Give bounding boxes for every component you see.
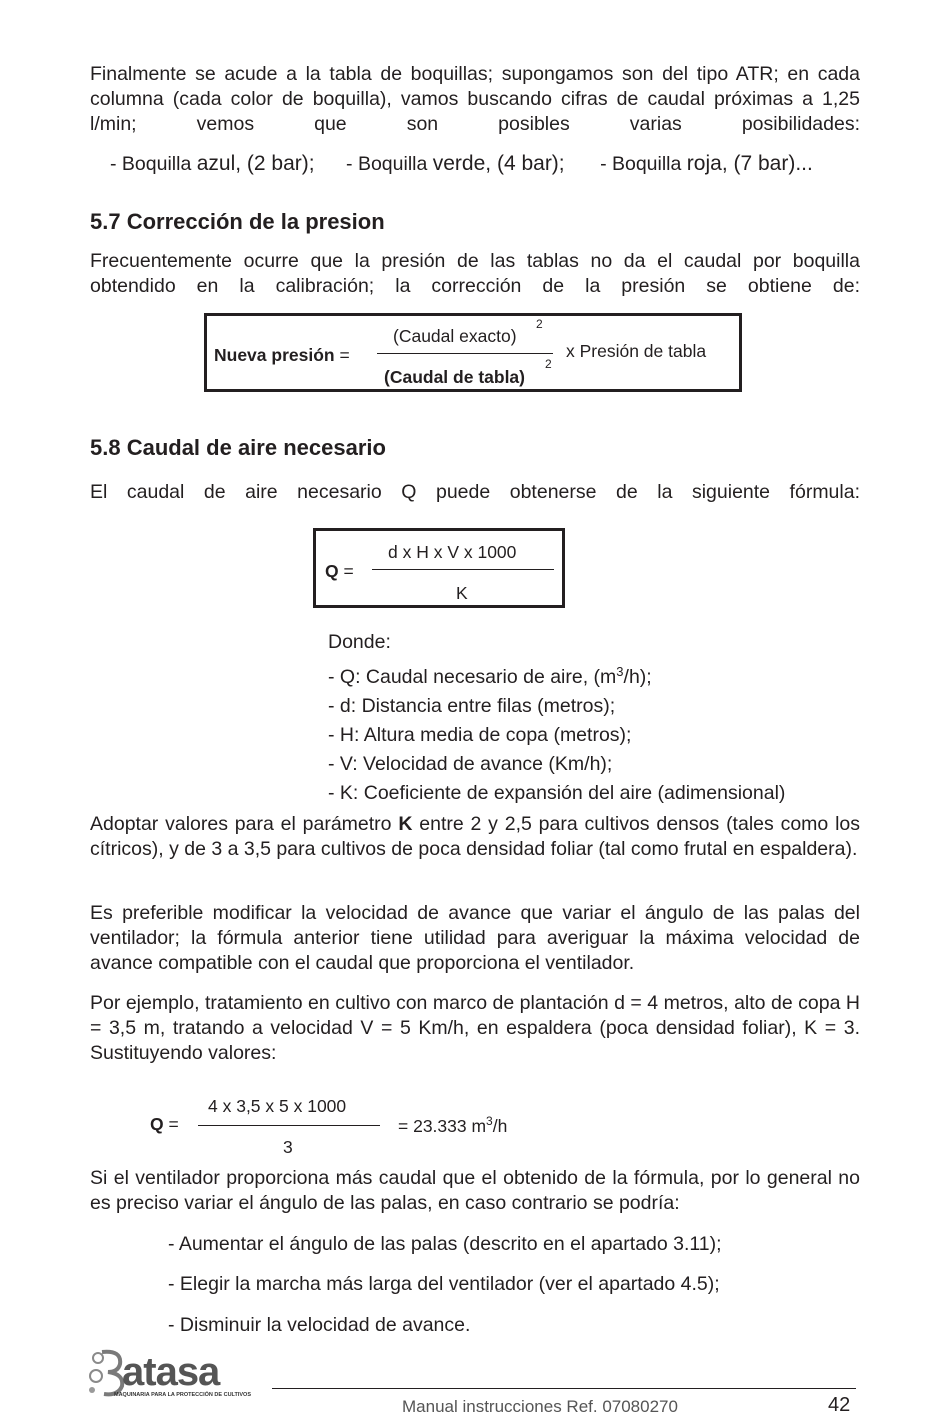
logo-tagline: MAQUINARIA PARA LA PROTECCIÓN DE CULTIVOS	[114, 1392, 251, 1398]
air-flow-formula-box	[313, 528, 565, 608]
nozzle-option: - Boquilla azul, (2 bar);	[110, 152, 315, 175]
fraction-line	[198, 1125, 380, 1126]
formula-factor: x Presión de tabla	[566, 341, 707, 361]
footer-rule	[272, 1388, 856, 1389]
logo-text: atasa	[122, 1350, 220, 1394]
formula-denominator: (Caudal de tabla)	[384, 367, 525, 387]
nozzle-option: - Boquilla verde, (4 bar);	[346, 152, 565, 175]
formula-numerator: 4 x 3,5 x 5 x 1000	[208, 1096, 347, 1116]
section-5-7-paragraph: Frecuentemente ocurre que la presión de las tablas no da el caudal por boquilla obtendido en la calibración; la corrección de la presión se obtiene de:	[90, 250, 860, 297]
fraction-line	[377, 353, 553, 354]
nozzle-option: - Boquilla roja, (7 bar)...	[600, 152, 813, 175]
example-formula	[150, 1093, 550, 1163]
fraction-line	[372, 569, 554, 570]
definition-item: - H: Altura media de copa (metros);	[328, 724, 632, 746]
formula-denominator: 3	[283, 1137, 293, 1157]
nozzle-options	[110, 152, 813, 176]
definition-item: - Q: Caudal necesario de aire, $(m^3/h)$;	[328, 664, 652, 688]
action-item: - Elegir la marcha más larga del ventilador (ver el apartado 4.5);	[168, 1273, 720, 1295]
manual-reference: Manual instrucciones Ref. 07080270	[402, 1397, 678, 1416]
formula-lhs: Q =	[325, 561, 354, 581]
formula-lhs: Q =	[150, 1114, 179, 1134]
formula-denominator: K	[456, 583, 468, 603]
definitions-list	[328, 628, 785, 808]
example-paragraph: Por ejemplo, tratamiento en cultivo con marco de plantación d = 4 metros, alto de copa H = 3,5 m, tratando a velocidad V = 5 Km/h, en espaldera (poca densidad foliar), K = 3. Sustituyendo valores:	[90, 992, 860, 1064]
definition-item: - V: Velocidad de avance (Km/h);	[328, 753, 613, 775]
formula-lhs: Nueva presión =	[214, 345, 350, 365]
where-label: Donde:	[328, 631, 391, 653]
page-number: 42	[828, 1394, 851, 1416]
section-heading-5-7: 5.7 Corrección de la presion	[90, 209, 385, 234]
intro-paragraph: Finalmente se acude a la tabla de boquillas; supongamos son del tipo ATR; en cada columna (cada color de boquilla), vamos buscando cifras de caudal próximas a 1,25 l/min; vemos que son posibles varias posibilidades:	[90, 63, 860, 135]
formula-den-exponent: 2	[545, 357, 552, 371]
section-5-8-paragraph: El caudal de aire necesario Q puede obtenerse de la siguiente fórmula:	[90, 481, 860, 503]
section-heading-5-8: 5.8 Caudal de aire necesario	[90, 435, 386, 460]
conclusion-paragraph: Si el ventilador proporciona más caudal que el obtenido de la fórmula, por lo general no es preciso variar el ángulo de las palas, en caso contrario se podría:	[90, 1167, 860, 1214]
formula-numerator: (Caudal exacto)	[393, 326, 517, 346]
fan-paragraph: Es preferible modificar la velocidad de avance que variar el ángulo de las palas del ventilador; la fórmula anterior tiene utilidad para averiguar la máxima velocidad de avance compatible con el caudal que proporciona el ventilador.	[90, 902, 860, 974]
formula-numerator: d x H x V x 1000	[388, 542, 517, 562]
action-item: - Aumentar el ángulo de las palas (descrito en el apartado 3.11);	[168, 1233, 722, 1255]
formula-num-exponent: 2	[536, 317, 543, 331]
atasa-logo	[88, 1348, 268, 1402]
pressure-formula-box	[204, 313, 742, 392]
definition-item: - d: Distancia entre filas (metros);	[328, 695, 616, 717]
k-paragraph: Adoptar valores para el parámetro K entre 2 y 2,5 para cultivos densos (tales como los cítricos), y de 3 a 3,5 para cultivos de poca densidad foliar (tal como frutal en espaldera).	[90, 813, 860, 860]
action-item: - Disminuir la velocidad de avance.	[168, 1314, 471, 1336]
definition-item: - K: Coeficiente de expansión del aire (adimensional)	[328, 782, 786, 804]
formula-result: = 23.333 $m^3/h$	[398, 1114, 508, 1136]
